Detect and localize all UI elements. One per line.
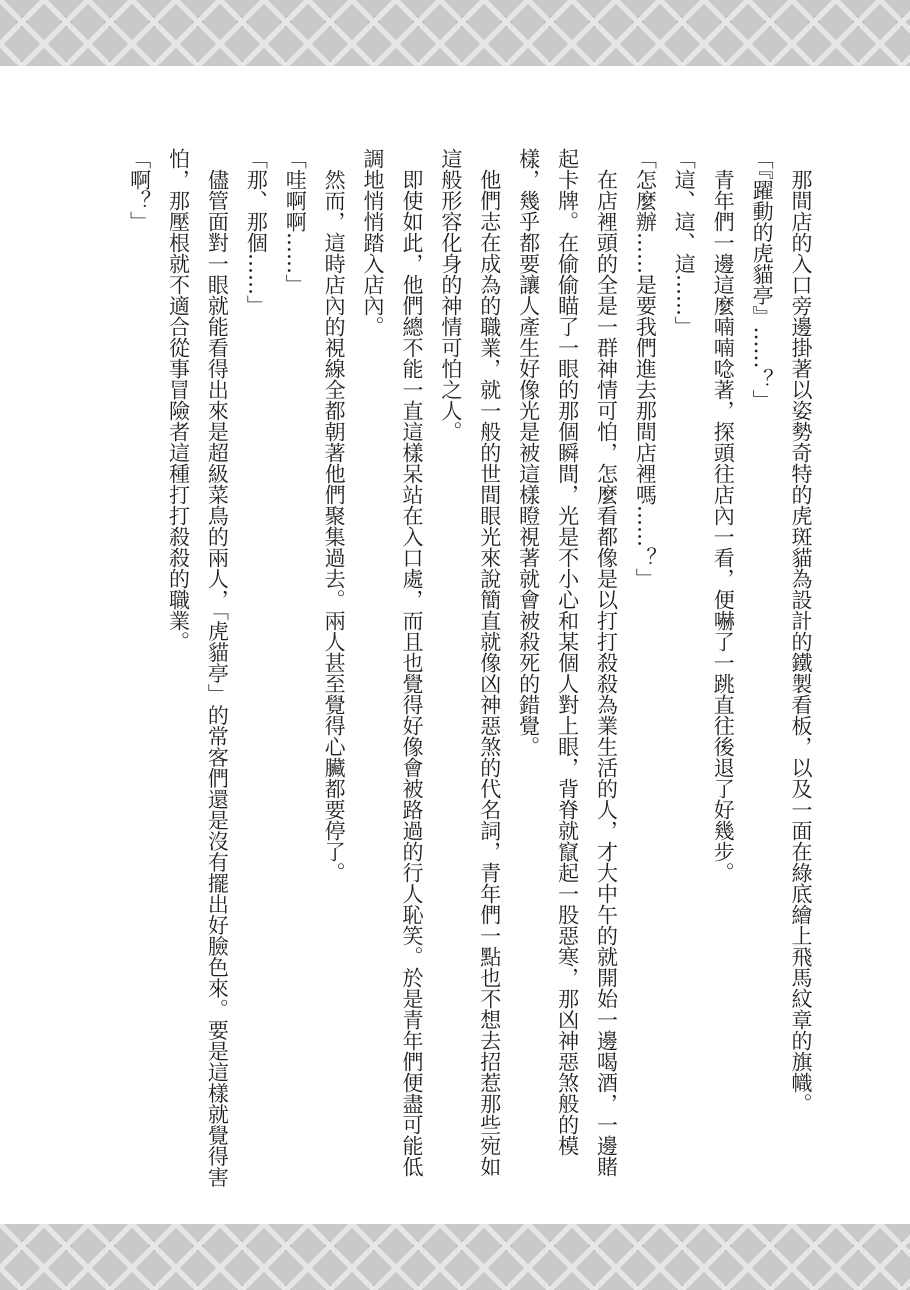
paragraph: 「『躍動的虎貓亭』……？」 [750, 148, 775, 411]
paragraph: 那間店的入口旁邊掛著以姿勢奇特的虎斑貓為設計的鐵製看板，以及一面在綠底繪上飛馬紋章的旗幟。 [789, 169, 813, 1114]
page-body [127, 148, 820, 1188]
vertical-text-column [127, 148, 820, 1188]
paragraph: 在店裡頭的全是一群神情可怕，怎麼看都像是以打打殺殺為業生活的人，才大中午的就開始一邊喝酒，一邊賭起卡牌。在偷偷瞄了一眼的那個瞬間，光是不小心和某個人對上眼，背脊就竄起一股惡寒，那凶神惡煞般的模樣，幾乎都要讓人產生好像光是被這樣瞪視著就會被殺死的錯覺。 [516, 148, 619, 1177]
paragraph: 青年們一邊這麼喃喃唸著，探頭往店內一看，便嚇了一跳直往後退了好幾步。 [711, 169, 736, 883]
paragraph: 「啊？」 [127, 148, 152, 232]
bottom-pattern-band [0, 1224, 910, 1290]
paragraph: 「怎麼辦……是要我們進去那間店裡嗎……？」 [633, 148, 658, 589]
paragraph: 他們志在成為的職業，就一般的世間眼光來說簡直就像凶神惡煞的代名詞，青年們一點也不想去招惹那些宛如這般形容化身的神情可怕之人。 [438, 148, 502, 1177]
paragraph: 「哇啊啊……」 [283, 148, 308, 295]
paragraph: 「那、那個……」 [244, 148, 269, 316]
paragraph: 然而，這時店內的視線全都朝著他們聚集過去。兩人甚至覺得心臟都要停了。 [322, 169, 347, 883]
paragraph: 儘管面對一眼就能看得出來是超級菜鳥的兩人，「虎貓亭」的常客們還是沒有擺出好臉色來。要是這樣就覺得害怕，那壓根就不適合從事冒險者這種打打殺殺的職業。 [166, 148, 230, 1188]
paragraph: 即使如此，他們總不能一直這樣呆站在入口處，而且也覺得好像會被路過的行人恥笑。於是青年們便盡可能低調地悄悄踏入店內。 [361, 148, 424, 1177]
paragraph: 「這、這、這……」 [672, 148, 697, 337]
top-pattern-band [0, 0, 910, 66]
